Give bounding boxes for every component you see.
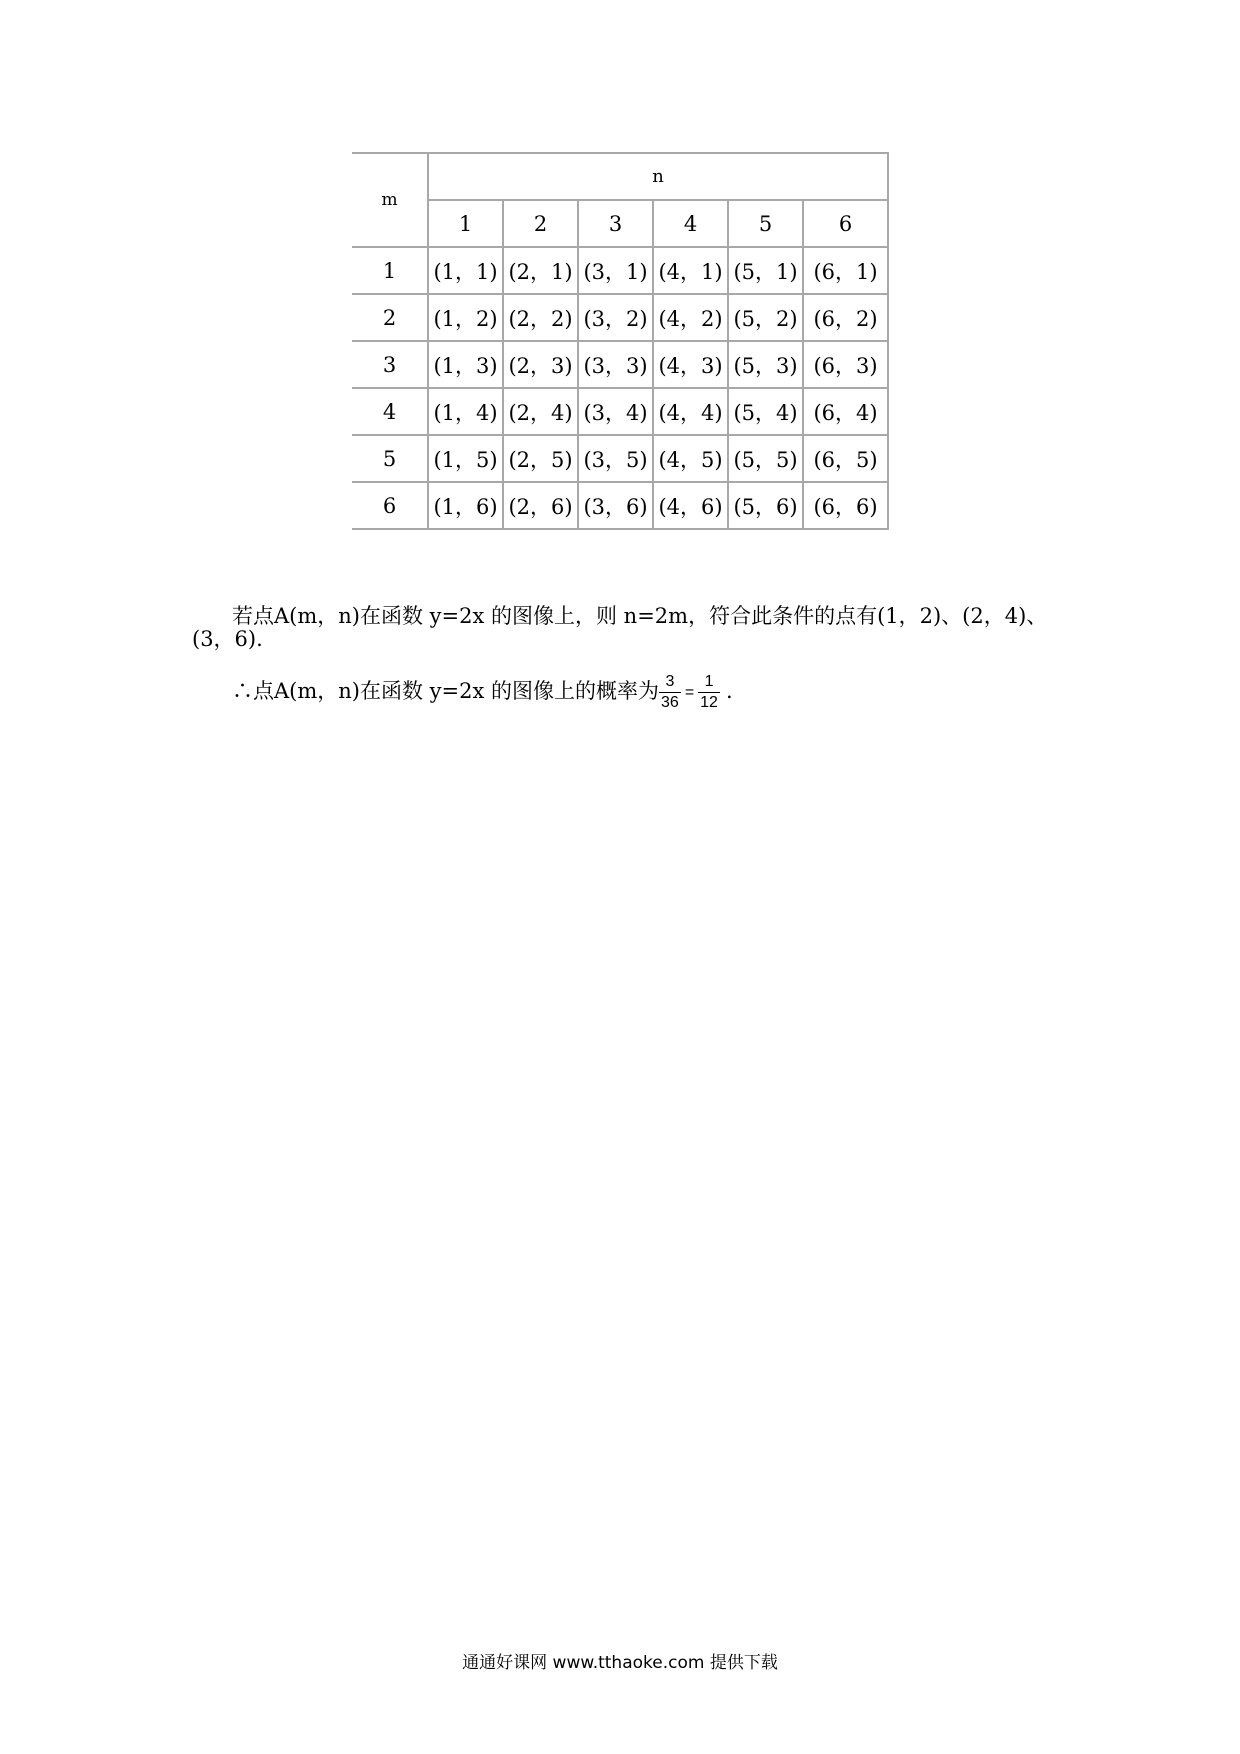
table-cell: (3，6) bbox=[578, 482, 653, 529]
table-cell: (1，1) bbox=[428, 247, 503, 294]
m-value: 2 bbox=[352, 294, 428, 341]
table-row bbox=[352, 482, 888, 529]
table-cell: (4，5) bbox=[653, 435, 728, 482]
table-row bbox=[352, 435, 888, 482]
n-value-header: 1 bbox=[428, 200, 503, 247]
table-cell: (5，6) bbox=[728, 482, 803, 529]
m-value: 5 bbox=[352, 435, 428, 482]
table-cell: (6，5) bbox=[803, 435, 888, 482]
probability-prefix: ∴点A(m，n)在函数 y=2x 的图像上的概率为 bbox=[232, 679, 660, 703]
table-cell: (4，6) bbox=[653, 482, 728, 529]
paragraph-line-2: (3，6). bbox=[192, 627, 263, 651]
table-cell: (6，3) bbox=[803, 341, 888, 388]
table-row bbox=[352, 341, 888, 388]
paragraph-line-1: 若点A(m，n)在函数 y=2x 的图像上，则 n=2m，符合此条件的点有(1，2)、(2，4)、 bbox=[232, 604, 1048, 628]
table-cell: (3，1) bbox=[578, 247, 653, 294]
table-row bbox=[352, 294, 888, 341]
table-cell: (5，4) bbox=[728, 388, 803, 435]
table-cell: (4，2) bbox=[653, 294, 728, 341]
table-cell: (6，2) bbox=[803, 294, 888, 341]
fraction-denominator: 36 bbox=[661, 694, 679, 711]
table-cell: (5，3) bbox=[728, 341, 803, 388]
m-value: 3 bbox=[352, 341, 428, 388]
n-value-header: 5 bbox=[728, 200, 803, 247]
table-row bbox=[352, 247, 888, 294]
probability-line bbox=[232, 672, 733, 713]
table-cell: (6，6) bbox=[803, 482, 888, 529]
equals-sign: = bbox=[684, 683, 695, 701]
footer-text: 通通好课网 www.tthaoke.com 提供下载 bbox=[462, 1653, 778, 1673]
fraction-denominator: 12 bbox=[700, 694, 718, 711]
table-cell: (1，5) bbox=[428, 435, 503, 482]
table-row bbox=[352, 388, 888, 435]
table-header-row-n bbox=[352, 153, 888, 200]
table-cell: (5，2) bbox=[728, 294, 803, 341]
table-cell: (5，5) bbox=[728, 435, 803, 482]
fraction-3-36 bbox=[659, 672, 681, 713]
n-value-header: 3 bbox=[578, 200, 653, 247]
table-cell: (2，1) bbox=[503, 247, 578, 294]
table-cell: (4，1) bbox=[653, 247, 728, 294]
table-cell: (6，4) bbox=[803, 388, 888, 435]
table-cell: (5，1) bbox=[728, 247, 803, 294]
table-cell: (3，4) bbox=[578, 388, 653, 435]
table-cell: (1，4) bbox=[428, 388, 503, 435]
table-cell: (1，3) bbox=[428, 341, 503, 388]
table-cell: (2，5) bbox=[503, 435, 578, 482]
table-header-row-n-values bbox=[352, 200, 888, 247]
table-cell: (2，4) bbox=[503, 388, 578, 435]
table-cell: (2，6) bbox=[503, 482, 578, 529]
m-value: 1 bbox=[352, 247, 428, 294]
fraction-numerator: 1 bbox=[698, 672, 720, 693]
corner-label-m: m bbox=[352, 153, 428, 247]
fraction-1-12 bbox=[698, 672, 720, 713]
table-cell: (3，5) bbox=[578, 435, 653, 482]
m-value: 6 bbox=[352, 482, 428, 529]
table-cell: (1，2) bbox=[428, 294, 503, 341]
n-value-header: 2 bbox=[503, 200, 578, 247]
n-value-header: 6 bbox=[803, 200, 888, 247]
table-cell: (2，2) bbox=[503, 294, 578, 341]
table-cell: (4，4) bbox=[653, 388, 728, 435]
m-value: 4 bbox=[352, 388, 428, 435]
table-cell: (6，1) bbox=[803, 247, 888, 294]
table-cell: (3，2) bbox=[578, 294, 653, 341]
n-value-header: 4 bbox=[653, 200, 728, 247]
table-cell: (1，6) bbox=[428, 482, 503, 529]
fraction-numerator: 3 bbox=[659, 672, 681, 693]
probability-suffix: . bbox=[725, 679, 733, 703]
table-cell: (4，3) bbox=[653, 341, 728, 388]
outcome-table bbox=[352, 152, 889, 530]
n-header: n bbox=[428, 153, 888, 200]
table-cell: (2，3) bbox=[503, 341, 578, 388]
table-cell: (3，3) bbox=[578, 341, 653, 388]
